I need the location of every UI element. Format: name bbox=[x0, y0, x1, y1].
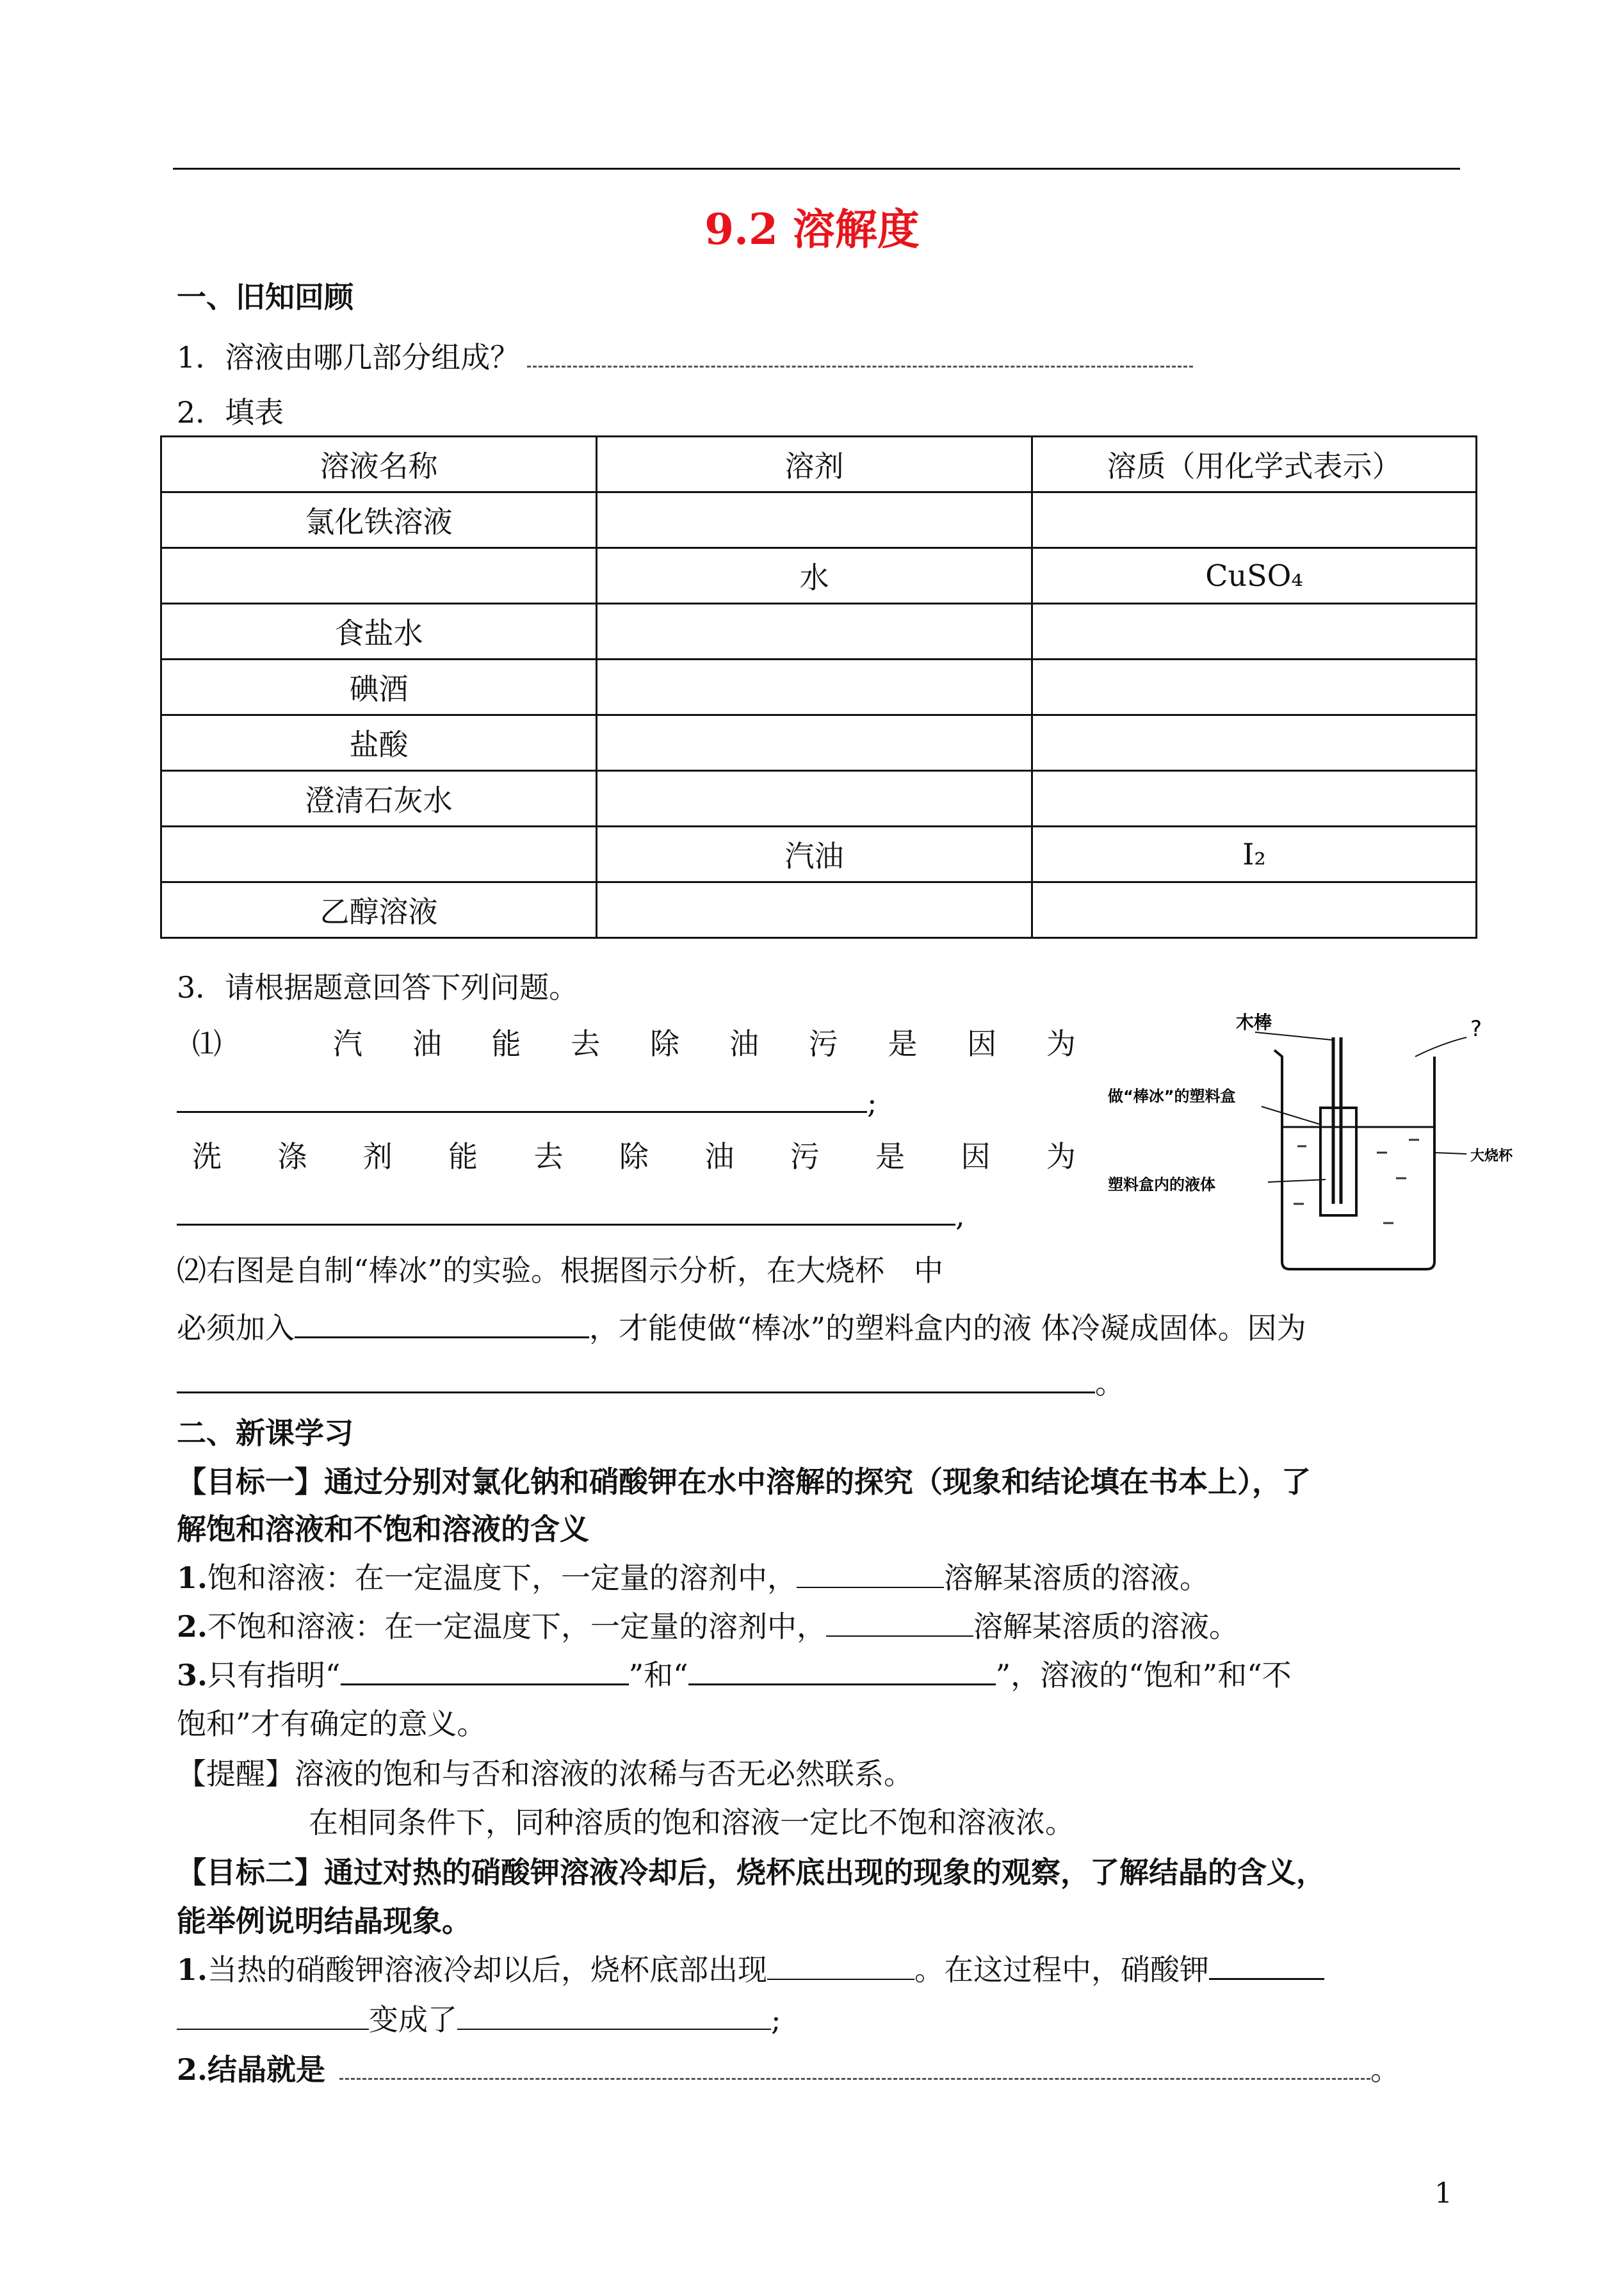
q3-2-line3: 。 bbox=[177, 1364, 1125, 1402]
word: 能 bbox=[491, 1026, 521, 1061]
item-number: 1. bbox=[177, 1952, 208, 1987]
table-row bbox=[161, 604, 1477, 660]
item-text: 只有指明“ bbox=[207, 1658, 341, 1692]
table-cell[interactable] bbox=[1032, 492, 1477, 548]
answer-blank[interactable] bbox=[1209, 1952, 1324, 1980]
q3-1b-line bbox=[192, 1137, 1076, 1176]
question-2: 2．填表 bbox=[177, 395, 284, 430]
reminder-text: 溶液的饱和与否和溶液的浓稀与否无必然联系。 bbox=[295, 1756, 913, 1791]
q3-1-prefix: ⑴ bbox=[192, 1026, 222, 1061]
goal-1-line2: 解饱和溶液和不饱和溶液的含义 bbox=[177, 1512, 589, 1546]
table-cell[interactable] bbox=[1032, 715, 1477, 771]
word: 油 bbox=[704, 1139, 735, 1174]
goal-2-item-1-line2: 变成了 ; bbox=[177, 2000, 781, 2039]
answer-blank[interactable] bbox=[177, 2003, 369, 2030]
item-text: 当热的硝酸钾溶液冷却以后，烧杯底部出现 bbox=[207, 1952, 768, 1987]
table-cell: 盐酸 bbox=[161, 715, 597, 771]
header-rule bbox=[173, 168, 1460, 170]
item-1 bbox=[177, 1559, 1209, 1597]
word: 是 bbox=[875, 1139, 905, 1174]
table-cell[interactable] bbox=[1032, 882, 1477, 938]
item-text: 。在这过程中，硝酸钾 bbox=[914, 1952, 1210, 1987]
table-header: 溶质（用化学式表示） bbox=[1032, 437, 1477, 492]
answer-blank[interactable] bbox=[177, 1366, 1095, 1393]
table-cell: 汽油 bbox=[597, 827, 1032, 882]
table-cell[interactable] bbox=[597, 771, 1032, 827]
word: 污 bbox=[808, 1026, 838, 1061]
word: 因 bbox=[967, 1026, 997, 1061]
word: 洗 bbox=[192, 1139, 222, 1174]
goal-2-line1: 【目标二】通过对热的硝酸钾溶液冷却后，烧杯底出现的现象的观察，了解结晶的含义， bbox=[177, 1855, 1326, 1890]
figure-label-stick: 木棒 bbox=[1236, 1012, 1272, 1033]
section-2-heading: 二、新课学习 bbox=[177, 1416, 353, 1450]
word: 除 bbox=[650, 1026, 680, 1061]
table-cell: 乙醇溶液 bbox=[161, 882, 597, 938]
item-text: 不饱和溶液：在一定温度下，一定量的溶剂中， bbox=[207, 1609, 827, 1644]
table-cell: 食盐水 bbox=[161, 604, 597, 660]
word: 去 bbox=[571, 1026, 601, 1061]
q3-2-line2 bbox=[177, 1309, 1306, 1347]
table-cell[interactable] bbox=[1032, 604, 1477, 660]
table-cell: I₂ bbox=[1032, 827, 1477, 882]
reminder-1 bbox=[177, 1755, 913, 1793]
answer-blank[interactable] bbox=[797, 1561, 944, 1588]
item-number: 2. bbox=[177, 2052, 208, 2087]
section-1-heading: 一、旧知回顾 bbox=[177, 280, 353, 314]
item-3 bbox=[177, 1656, 1292, 1694]
answer-blank[interactable] bbox=[339, 2052, 1370, 2080]
table-row bbox=[161, 882, 1477, 938]
word: 污 bbox=[790, 1139, 820, 1174]
page-number: 1 bbox=[1434, 2177, 1452, 2210]
item-text: 饱和溶液：在一定温度下，一定量的溶剂中， bbox=[207, 1561, 797, 1595]
figure-label-question: ? bbox=[1470, 1016, 1482, 1042]
table-cell[interactable] bbox=[597, 660, 1032, 715]
table-cell: CuSO₄ bbox=[1032, 548, 1477, 604]
fill-table bbox=[160, 435, 1477, 939]
word: 油 bbox=[412, 1026, 442, 1061]
table-cell: 澄清石灰水 bbox=[161, 771, 597, 827]
table-header: 溶液名称 bbox=[161, 437, 597, 492]
item-text: ”，溶液的“饱和”和“不 bbox=[995, 1658, 1292, 1692]
goal-1-line1: 【目标一】通过分别对氯化钠和硝酸钾在水中溶解的探究（现象和结论填在书本上），了 bbox=[177, 1464, 1311, 1499]
item-text: 溶解某溶质的溶液。 bbox=[973, 1609, 1239, 1644]
answer-blank[interactable] bbox=[767, 1953, 914, 1980]
q3-1-answer-line: ; bbox=[177, 1083, 877, 1122]
word: 油 bbox=[729, 1026, 759, 1061]
word: 因 bbox=[961, 1139, 991, 1174]
q3-2-text-b: ，才能使做“棒冰”的塑料盒内的液 体冷凝成固体。因为 bbox=[589, 1311, 1306, 1345]
answer-blank[interactable] bbox=[688, 1658, 996, 1685]
word: 除 bbox=[619, 1139, 649, 1174]
goal-2-item-1 bbox=[177, 1950, 1324, 1989]
item-3-line2: 饱和”才有确定的意义。 bbox=[177, 1707, 487, 1741]
goal-2-item-2 bbox=[177, 2050, 1400, 2089]
reminder-label: 【提醒】 bbox=[177, 1756, 295, 1791]
item-text: 变成了 bbox=[369, 2002, 457, 2037]
word: 汽 bbox=[333, 1026, 362, 1061]
item-text: 结晶就是 bbox=[207, 2052, 326, 2087]
word: 去 bbox=[533, 1139, 564, 1174]
item-2 bbox=[177, 1607, 1238, 1646]
table-cell[interactable] bbox=[597, 882, 1032, 938]
q3-1b-answer-line: , bbox=[177, 1196, 965, 1235]
table-header-row bbox=[161, 437, 1477, 492]
table-cell: 氯化铁溶液 bbox=[161, 492, 597, 548]
table-row bbox=[161, 492, 1477, 548]
table-header: 溶剂 bbox=[597, 437, 1032, 492]
answer-blank[interactable] bbox=[527, 340, 1193, 368]
word: 为 bbox=[1046, 1026, 1076, 1061]
table-cell: 碘酒 bbox=[161, 660, 597, 715]
reminder-2: 在相同条件下，同种溶质的饱和溶液一定比不饱和溶液浓。 bbox=[309, 1805, 1075, 1840]
table-row bbox=[161, 660, 1477, 715]
question-3: 3．请根据题意回答下列问题。 bbox=[177, 970, 579, 1005]
table-cell[interactable] bbox=[597, 715, 1032, 771]
bar-ice-experiment-figure bbox=[1108, 1012, 1518, 1293]
table-row bbox=[161, 548, 1477, 604]
answer-blank[interactable] bbox=[457, 2003, 771, 2030]
item-number: 3. bbox=[177, 1658, 208, 1692]
figure-label-liquid: 塑料盒内的液体 bbox=[1108, 1176, 1215, 1194]
item-text: 。 bbox=[1370, 2052, 1401, 2087]
figure-label-box: 做“棒冰”的塑料盒 bbox=[1108, 1087, 1236, 1105]
question-1-text: 1．溶液由哪几部分组成？ bbox=[177, 340, 520, 375]
table-cell[interactable] bbox=[1032, 660, 1477, 715]
q3-1-line bbox=[333, 1025, 1076, 1063]
q3-2-text-a: 必须加入 bbox=[177, 1311, 295, 1345]
table-row bbox=[161, 771, 1477, 827]
word: 能 bbox=[448, 1139, 478, 1174]
item-text: 溶解某溶质的溶液。 bbox=[944, 1561, 1210, 1595]
table-cell[interactable] bbox=[597, 492, 1032, 548]
table-cell: 水 bbox=[597, 548, 1032, 604]
answer-blank[interactable] bbox=[295, 1311, 589, 1338]
figure-label-beaker: 大烧杯 bbox=[1470, 1148, 1513, 1164]
word: 是 bbox=[888, 1026, 918, 1061]
q3-2-line1: ⑵右图是自制“棒冰”的实验。根据图示分析，在大烧杯 中 bbox=[177, 1253, 944, 1288]
item-text: ”和“ bbox=[628, 1658, 688, 1692]
page-title: 9.2 溶解度 bbox=[704, 204, 920, 254]
table-cell[interactable] bbox=[161, 827, 597, 882]
table-row bbox=[161, 715, 1477, 771]
answer-blank[interactable] bbox=[177, 1198, 955, 1226]
answer-blank[interactable] bbox=[177, 1085, 867, 1113]
table-cell[interactable] bbox=[1032, 771, 1477, 827]
word: 涤 bbox=[277, 1139, 307, 1174]
word: 为 bbox=[1046, 1139, 1076, 1174]
item-number: 1. bbox=[177, 1561, 208, 1595]
question-1 bbox=[177, 338, 1193, 377]
table-cell[interactable] bbox=[161, 548, 597, 604]
answer-blank[interactable] bbox=[826, 1610, 973, 1637]
goal-2-line2: 能举例说明结晶现象。 bbox=[177, 1904, 471, 1938]
item-number: 2. bbox=[177, 1609, 208, 1644]
word: 剂 bbox=[362, 1139, 393, 1174]
table-row bbox=[161, 827, 1477, 882]
table-cell[interactable] bbox=[597, 604, 1032, 660]
answer-blank[interactable] bbox=[341, 1658, 629, 1685]
